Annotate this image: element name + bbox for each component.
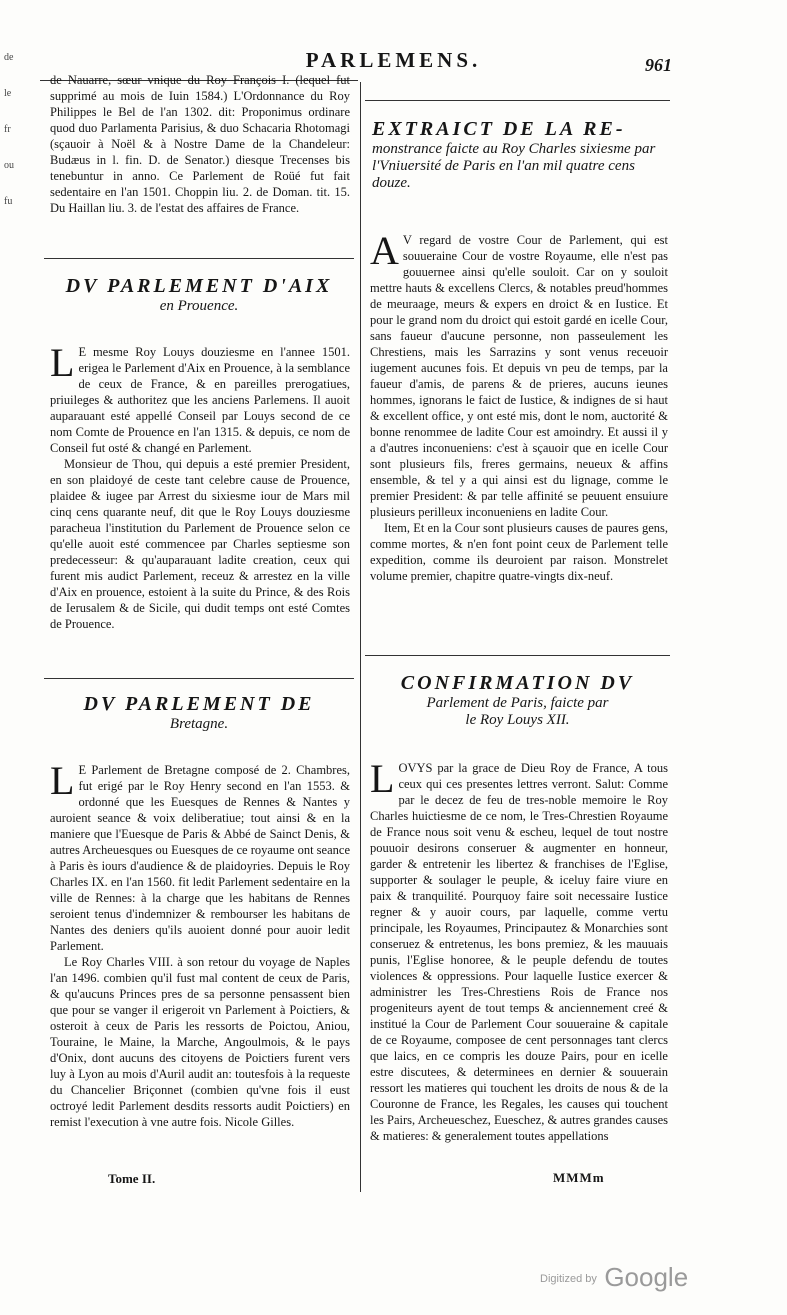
aix-body [50,340,350,664]
confirmation-heading-title: CONFIRMATION DV [400,672,635,694]
margin-mark: ou [4,160,14,171]
watermark-digitized-text: Digitized by [540,1273,597,1285]
margin-mark: le [4,88,12,99]
confirmation-paragraph: OVYS par la grace de Dieu Roy de France, A tous ceux qui ces presentes lettres verront. Salut: Comme par le decez de feu de tres-noble memoire le Roy Charles huictiesme de ce nom, le Tres-Chrestien Royaume de France nous soit venu & escheu, lequel de tout nostre pouuoir desirons conseruer & augmenter en honneur, garder & entretenir les libertez & franchises de l'Eglise, supporter & soulager le peuple, & iceluy faire viure en paix & tranquilité. Pourquoy faire soit necessaire Iustice regner & y auoir cours, par laquelle, comme vertu principale, les Royaumes, Principautez & Monarchies sont conseruez & entretenus, les bons premiez, & les mauuais punis, l'Eglise honoree, & le peuple defendu de toutes violences & oppressions. Pour laquelle Iustice exercer & administrer les Tres-Chrestiens Rois de France nos progeniteurs ayent de tout temps & anciennement creé & institué la Cour de Parlement Cour souueraine & capitale de ce Royaume, composee de cent personnages tant clercs que laics, en ce compris les douze Pairs, pour en icelle estre discutees, & determinees en dernier & souuerain ressort les matieres qui touchent les droits de nous & de la Couronne de France, les Regales, les causes qui touchent les Pairs, Archeueschez, Eueschez, & autres grandes causes & matieres: & generalement toutes appellations [370,761,668,1143]
aix-heading-title: DV PARLEMENT D'AIX [65,275,333,297]
extraict-paragraph-2: Item, Et en la Cour sont plusieurs causes de paures gens, comme mortes, & n'en font point ceux de Parlement telle expedition, comme ils deuroient par raison. Monstrelet volume premier, chapitre quatre-vingts dix-neuf. [370,521,668,583]
bretagne-body [50,758,350,1167]
aix-heading [44,275,354,315]
extraict-paragraph-1: V regard de vostre Cour de Parlement, qui est souueraine Cour de vostre Royaume, elle n'est pas gouuernee ainsi qu'elle souloit. Car on y souloit mettre hauts & excellens Clercs, & notables preud'hommes de meuraage, meurs & expers en droict & en Iustice. Et pour le grand nom du droict qui estoit gardé en icelle Cour, sans faueur d'aucune personne, non passeulement les Chrestiens, mais les Sarrazins y sont venus receuoir iugement aucunes fois. Et depuis vn peu de temps, par la faueur d'amis, de parens & de prieres, aucuns ieunes hommes, ignorans le faict de Iustice, & indignes de si haut & excellent office, y ont esté mis, dont le nom, auctorité & bonne renommee de ladite Cour est amoindry. Et aussi il y a d'autres inconueniens: c'est à sçauoir que en icelle Cour sont plusieurs fils, freres germains, neueux & affins ensemble, & tel y a qui ainsi est du lignage, comme le premier President: & par telle affinité se peuuent ensuiure plusieurs perilleux inconueniens en ladite Cour. [370,233,668,519]
section-rule [365,655,670,656]
running-head: PARLEMENS. [305,48,482,72]
extraict-heading-title: EXTRAICT DE LA RE- [372,118,626,140]
volume-signature: Tome II. [108,1171,156,1186]
aix-paragraph-2: Monsieur de Thou, qui depuis a esté premier President, en son plaidoyé de ceste tant celebre cause de Prouence, plaidee & iugee par Arrest du sixiesme iour de Mars mil cinq cens quarante neuf, dit que le Roy Louys douziesme paracheua l'institution du Parlement de Prouence selon ce qu'elle auoit esté commencee par Charles septiesme son predecesseur: & qu'auparauant ladite creation, ceux qui furent mis audict Parlement, receuz & arrestez en la ville d'Aix en prouence, estoient à la suite du Prince, & des Rois de Ierusalem & de Sicile, qui dudit temps ont esté Comtes de Prouence. [50,457,350,631]
intro-paragraph-block [50,72,350,237]
aix-paragraph-1: E mesme Roy Louys douziesme en l'annee 1501. erigea le Parlement d'Aix en Prouence, à la semblance de ceux de France, & en pareilles prerogatiues, priuileges & authoritez que les anciens Parlemens. Il auoit auparauant esté appellé Conseil par Louys second de ce nom Comte de Prouence en l'an 1315. & depuis, ce nom de Conseil fut osté & changé en Parlement. [50,345,350,455]
dropcap: L [50,340,75,385]
extraict-heading-subtitle: monstrance faicte au Roy Charles sixiesme par l'Vniuersité de Paris en l'an mil quatre cens douze. [372,141,656,191]
dropcap: L [370,756,395,801]
bretagne-paragraph-2: Le Roy Charles VIII. à son retour du voyage de Naples l'an 1496. combien qu'il fust mal content de ceux de Paris, & qu'aucuns Princes pres de sa personne pensassent bien que pour se vanger il erigeroit vn Parlement à Poictiers, & osteroit à ceux de Paris les ressorts de Poictou, Aniou, Touraine, le Maine, la Marche, Angoulmois, & le pays d'Onix, dont aucuns des citoyens de Poictiers furent vers luy à Lyon au mois d'Auril audit an: toutesfois à la requeste du Chancelier Briçonnet (combien qu'vne fois il eust octroyé ledit Parlement desdits ressorts audit Poictiers) en remist l'execution à vne autre fois. Nicole Gilles. [50,955,350,1129]
section-rule [44,678,354,679]
confirmation-heading-line-2: Parlement de Paris, faicte par [426,695,609,711]
bretagne-heading [44,693,354,733]
aix-heading-subtitle: en Prouence. [159,298,239,314]
catchword-signature: MMMm [553,1170,605,1185]
section-rule [365,100,670,101]
extraict-heading [372,118,668,192]
confirmation-body [370,756,668,1170]
digitized-watermark [540,1262,740,1293]
confirmation-heading-line-3: le Roy Louys XII. [465,712,570,728]
section-rule [44,258,354,259]
watermark-google-logo: Google [604,1262,689,1292]
extraict-body [370,228,668,637]
page-number: 961 [645,55,672,75]
column-divider [360,82,361,1192]
margin-mark: de [4,52,14,63]
bretagne-heading-title: DV PARLEMENT DE [83,693,315,715]
confirmation-heading [365,672,670,729]
margin-mark: fu [4,196,13,207]
bretagne-paragraph-1: E Parlement de Bretagne composé de 2. Chambres, fut erigé par le Roy Henry second en l'an 1553. & ordonné que les Euesques de Rennes & Nantes y auroient seance & voix deliberatiue; tout ainsi & en la maniere que l'Euesque de Paris & Abbé de Sainct Denis, & autres Archeuesques ou Euesques de ce royaume ont seance à Paris ès iours d'audience & de plaidoyries. Depuis le Roy Charles IX. en l'an 1560. fit ledit Parlement sedentaire en la ville de Rennes: à la charge que les habitans de Rennes seroient tenus d'indemnizer & rembourser les habitans de Nantes des deniers qu'ils auoient donné pour auoir ledit Parlement. [50,763,350,953]
dropcap: A [370,228,399,273]
bretagne-heading-subtitle: Bretagne. [169,716,229,732]
intro-paragraph: de Nauarre, sœur vnique du Roy François I. (lequel fut supprimé au mois de Iuin 1584.) L'Ordonnance du Roy Philippes le Bel de l'an 1302. dit: Proponimus ordinare quod duo Parlamenta Parisius, & duo Schacaria Rhotomagi (sçauoir à Noël & à Nostre Dame de la Chandeleur: Budæus in l. fin. D. de Senator.) diesque Trecenses bis tenebuntur in anno. Ce Parlement de Roüé fut fait sedentaire en l'an 1501. Choppin liu. 2. de Doman. tit. 15. Du Haillan liu. 3. de l'estat des affaires de France. [50,73,350,215]
dropcap: L [50,758,75,803]
margin-mark: fr [4,124,11,135]
